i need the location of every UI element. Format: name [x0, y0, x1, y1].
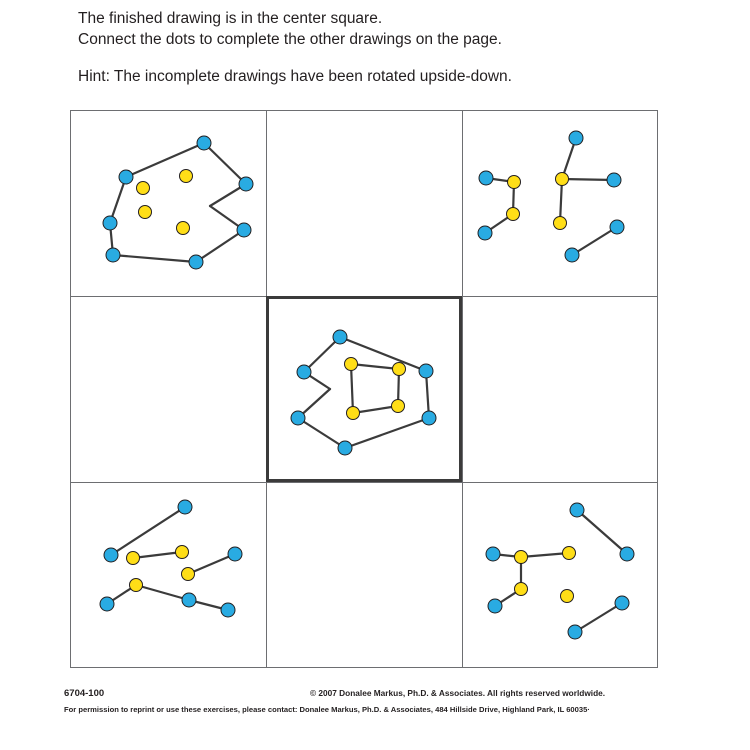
instructions-block	[78, 8, 698, 87]
cell-bottom-left	[100, 500, 242, 617]
blue-dot	[569, 131, 583, 145]
yellow-dot	[130, 579, 143, 592]
blue-dot	[106, 248, 120, 262]
yellow-dot	[392, 400, 405, 413]
blue-dot	[479, 171, 493, 185]
yellow-dot	[393, 363, 406, 376]
yellow-dot	[180, 170, 193, 183]
figure-line	[196, 230, 244, 262]
instruction-line-2: Connect the dots to complete the other drawings on the page.	[78, 31, 502, 48]
cell-top-right	[478, 131, 624, 262]
yellow-dot	[561, 590, 574, 603]
yellow-dot	[182, 568, 195, 581]
figure-line	[351, 364, 399, 369]
blue-dot	[478, 226, 492, 240]
figure-line	[111, 507, 185, 555]
figure-line	[521, 553, 569, 557]
blue-dot	[570, 503, 584, 517]
instruction-line-1: The finished drawing is in the center square.	[78, 10, 383, 27]
puzzle-svg	[70, 110, 678, 678]
blue-dot	[178, 500, 192, 514]
worksheet-code: 6704-100	[64, 688, 105, 699]
yellow-dot	[515, 551, 528, 564]
blue-dot	[197, 136, 211, 150]
blue-dot	[615, 596, 629, 610]
cell-top-left	[103, 136, 253, 269]
blue-dot	[488, 599, 502, 613]
yellow-dot	[139, 206, 152, 219]
blue-dot	[486, 547, 500, 561]
blue-dot	[565, 248, 579, 262]
yellow-dot	[508, 176, 521, 189]
blue-dot	[620, 547, 634, 561]
blue-dot	[610, 220, 624, 234]
yellow-dot	[177, 222, 190, 235]
copyright-notice: © 2007 Donalee Markus, Ph.D. & Associates. All rights reserved worldwide.	[310, 688, 606, 698]
grid-outer-border	[71, 111, 658, 668]
blue-dot	[422, 411, 436, 425]
blue-dot	[182, 593, 196, 607]
blue-dot	[568, 625, 582, 639]
figure-line	[298, 418, 345, 448]
yellow-dot	[515, 583, 528, 596]
figure-line	[351, 364, 353, 413]
figure-line	[572, 227, 617, 255]
blue-dot	[607, 173, 621, 187]
yellow-dot	[347, 407, 360, 420]
blue-dot	[228, 547, 242, 561]
instruction-hint: Hint: The incomplete drawings have been rotated upside-down.	[78, 68, 512, 85]
figure-line	[188, 554, 235, 574]
yellow-dot	[507, 208, 520, 221]
blue-dot	[104, 548, 118, 562]
blue-dot	[221, 603, 235, 617]
figure-line	[304, 337, 340, 372]
figure-line	[562, 179, 614, 180]
blue-dot	[100, 597, 114, 611]
yellow-dot	[345, 358, 358, 371]
blue-dot	[237, 223, 251, 237]
blue-dot	[189, 255, 203, 269]
center-square-highlight	[268, 298, 461, 481]
puzzle-grid	[70, 110, 678, 678]
blue-dot	[297, 365, 311, 379]
blue-dot	[103, 216, 117, 230]
yellow-dot	[554, 217, 567, 230]
permission-notice: For permission to reprint or use these exercises, please contact: Donalee Markus, Ph.D. & Associates, 484 Hillside Drive, Highland Park, IL 60035·	[64, 705, 590, 714]
figure-line	[133, 552, 182, 558]
yellow-dot	[176, 546, 189, 559]
blue-dot	[333, 330, 347, 344]
yellow-dot	[137, 182, 150, 195]
blue-dot	[239, 177, 253, 191]
figure-line	[575, 603, 622, 632]
blue-dot	[338, 441, 352, 455]
figure-line	[136, 585, 189, 600]
figure-line	[126, 143, 204, 177]
blue-dot	[291, 411, 305, 425]
blue-dot	[119, 170, 133, 184]
yellow-dot	[563, 547, 576, 560]
figure-line	[345, 418, 429, 448]
yellow-dot	[127, 552, 140, 565]
blue-dot	[419, 364, 433, 378]
figure-line	[204, 143, 246, 184]
cell-center	[268, 298, 461, 481]
yellow-dot	[556, 173, 569, 186]
figure-line	[113, 255, 196, 262]
footer	[64, 688, 704, 738]
cell-bottom-right	[486, 503, 634, 639]
figure-line	[577, 510, 627, 554]
